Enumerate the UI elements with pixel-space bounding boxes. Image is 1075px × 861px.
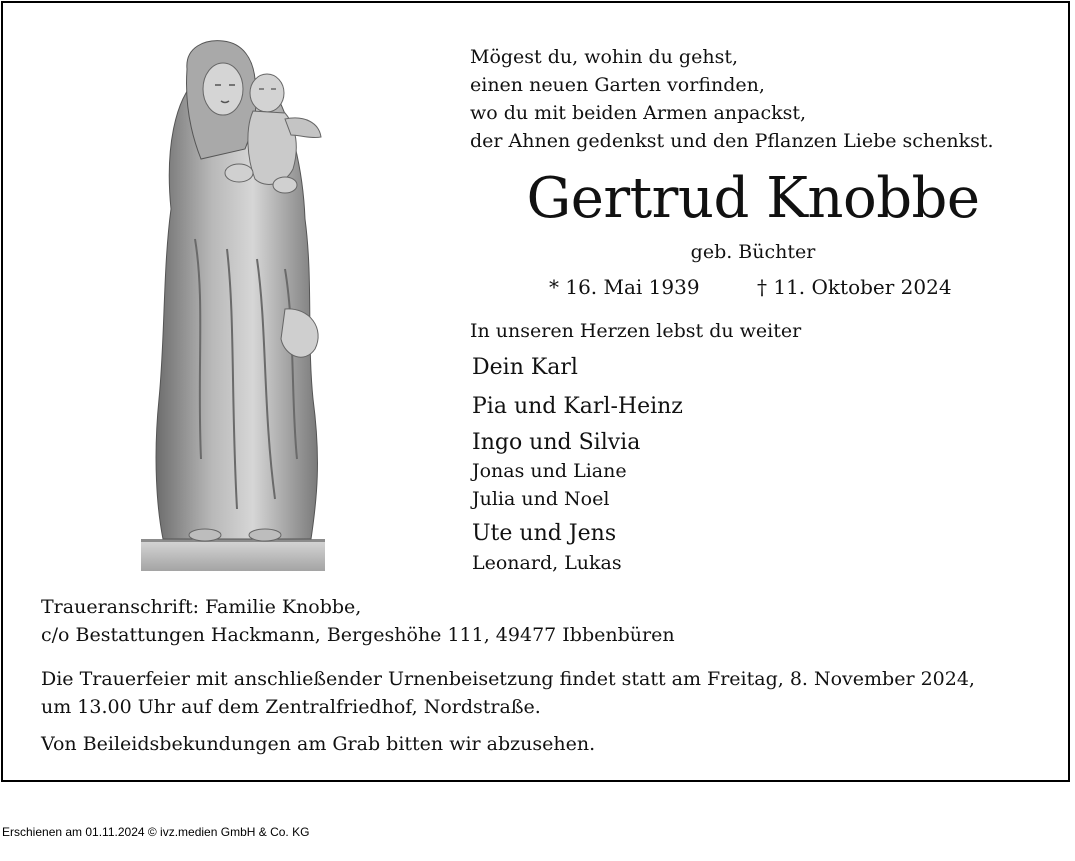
mourner-karl: Dein Karl: [472, 355, 578, 380]
ceremony-line: um 13.00 Uhr auf dem Zentralfriedhof, Nordstraße.: [41, 696, 541, 718]
poem-line: Mögest du, wohin du gehst,: [470, 46, 739, 68]
publication-footer: Erschienen am 01.11.2024 © ivz.medien GmbH & Co. KG: [2, 825, 310, 839]
ceremony-line: Die Trauerfeier mit anschließender Urnenbeisetzung findet statt am Freitag, 8. November 2024,: [41, 668, 975, 690]
address-line: c/o Bestattungen Hackmann, Bergeshöhe 111, 49477 Ibbenbüren: [41, 624, 675, 646]
motto: In unseren Herzen lebst du weiter: [470, 320, 802, 342]
mourner-ingo-children-2: Julia und Noel: [472, 488, 610, 510]
poem-line: wo du mit beiden Armen anpackst,: [470, 102, 807, 124]
birth-date: * 16. Mai 1939: [549, 275, 700, 299]
ceremony-info: [41, 665, 975, 721]
poem: [470, 43, 994, 155]
condolence-note: Von Beileidsbekundungen am Grab bitten wir abzusehen.: [41, 733, 596, 755]
poem-line: einen neuen Garten vorfinden,: [470, 74, 765, 96]
deceased-name: Gertrud Knobbe: [526, 166, 980, 231]
death-date: † 11. Oktober 2024: [757, 275, 952, 299]
mourner-ingo: Ingo und Silvia: [472, 430, 641, 455]
birth-name: geb. Büchter: [690, 241, 816, 263]
mourner-pia: Pia und Karl-Heinz: [472, 394, 683, 419]
poem-line: der Ahnen gedenkst und den Pflanzen Liebe schenkst.: [470, 130, 994, 152]
address-line: Traueranschrift: Familie Knobbe,: [41, 596, 362, 618]
mourning-address: [41, 593, 675, 649]
mourner-ute: Ute und Jens: [472, 521, 617, 546]
mourner-ingo-children-1: Jonas und Liane: [472, 460, 627, 482]
obituary-notice: [1, 1, 1070, 782]
mourner-ute-children: Leonard, Lukas: [472, 552, 622, 574]
madonna-statue-image: [135, 39, 331, 571]
